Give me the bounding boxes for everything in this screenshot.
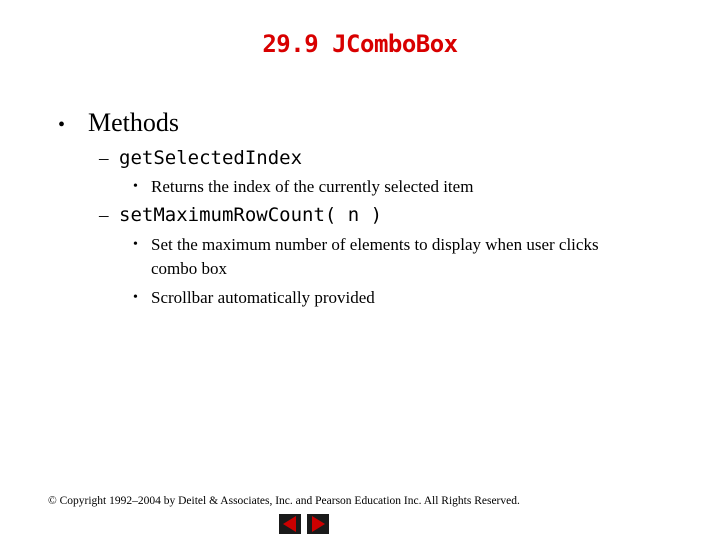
copyright-footer: © Copyright 1992–2004 by Deitel & Associates, Inc. and Pearson Education Inc. All Rights Reserved.: [48, 495, 520, 507]
method-item-getselectedindex: [99, 146, 302, 171]
bullet-text: Methods: [88, 108, 179, 137]
slide-title: 29.9 JComboBox: [262, 30, 458, 58]
sub-bullet-symbol: •: [133, 290, 138, 305]
right-arrow-icon: [307, 514, 329, 534]
sub-bullet-symbol: •: [133, 179, 138, 194]
sub-bullet: [133, 233, 633, 281]
sub-bullet-text: Returns the index of the currently selected item: [151, 177, 474, 196]
left-arrow-icon: [279, 514, 301, 534]
bullet-symbol: •: [58, 114, 66, 136]
method-name: setMaximumRowCount( n ): [119, 204, 383, 226]
sub-bullet-symbol: •: [133, 237, 138, 252]
sub-bullet: [133, 286, 653, 310]
sub-bullet-text: Scrollbar automatically provided: [151, 288, 375, 307]
method-item-setmaximumrowcount: [99, 203, 382, 228]
dash-symbol: –: [99, 148, 109, 169]
next-slide-button[interactable]: [307, 514, 329, 534]
previous-slide-button[interactable]: [279, 514, 301, 534]
sub-bullet: [133, 175, 653, 199]
sub-bullet-text: Set the maximum number of elements to display when user clicks combo box: [151, 235, 599, 278]
dash-symbol: –: [99, 205, 109, 226]
bullet-methods: [58, 108, 179, 140]
method-name: getSelectedIndex: [119, 147, 303, 169]
